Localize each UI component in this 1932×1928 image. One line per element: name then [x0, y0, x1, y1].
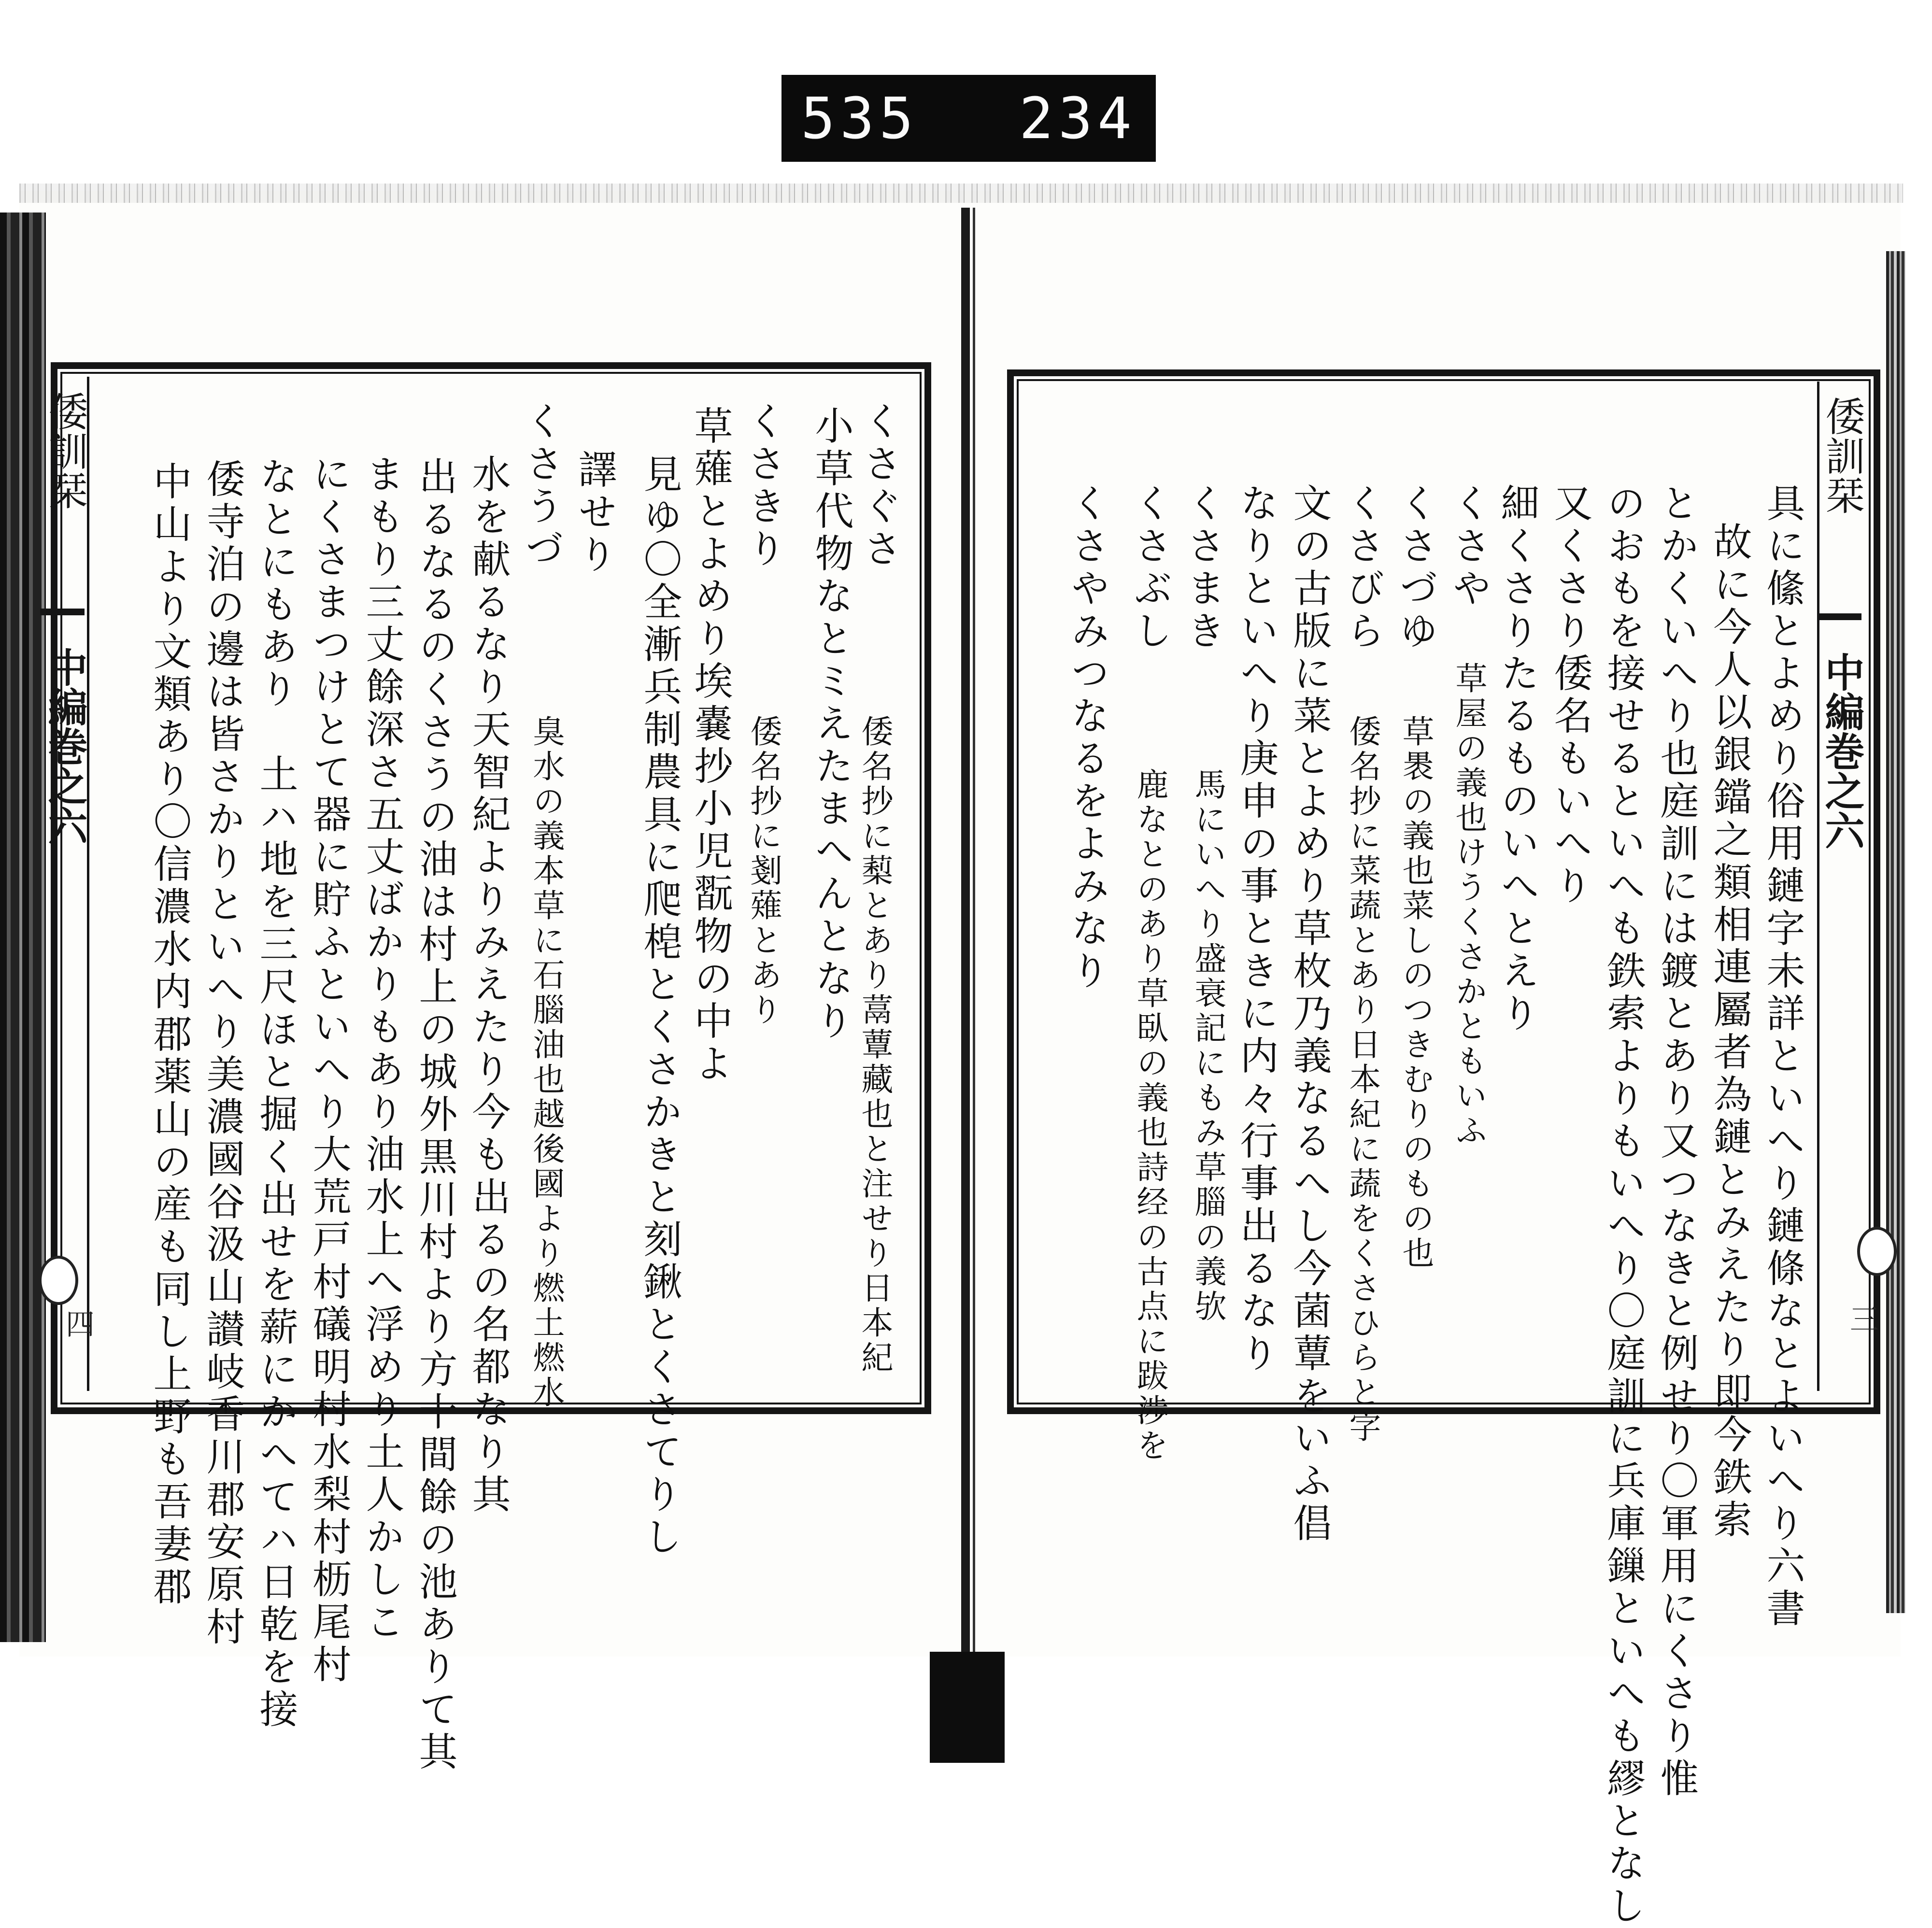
left-column-7: くさうづ: [519, 401, 564, 571]
right-folio: 三: [1845, 1304, 1879, 1333]
right-column-14: くさやみつなるをよみなり: [1065, 483, 1109, 993]
right-margin-band: [1817, 613, 1861, 620]
right-column-10: 文の古版に菜とよめり草枚乃義なるへし今菌蕈をいふ倡: [1287, 483, 1332, 1545]
left-column-2: 小草代物なとミえたまへんとなり: [809, 406, 853, 1043]
right-margin-volume: 中編巻之六: [1818, 652, 1865, 850]
book-spine-line: [973, 208, 975, 1657]
left-column-4: 草薙とよめり埃嚢抄小児翫物の中よ: [688, 406, 733, 1086]
left-margin-title: 倭訓栞: [42, 391, 88, 510]
call-number-right: 234: [1019, 85, 1136, 152]
left-column-11: にくさまつけとて器に貯ふといへり大荒戸村礒明村水梨村枥尾村: [306, 454, 351, 1687]
right-column-13: くさぶし: [1127, 483, 1172, 653]
right-column-8: くさづゆ: [1393, 483, 1438, 653]
right-column-4: のおもを接せるといへも鉄索よりもいへり〇庭訓に兵庫鏁といへも繆となし: [1601, 483, 1646, 1928]
left-column-12: なとにもあり 土ハ地を三尺ほと掘く出せを薪にかへてハ日乾を接: [253, 456, 298, 1731]
left-margin-volume: 中編巻之六: [42, 647, 88, 845]
left-column-5: 見ゆ〇全漸兵制農具に爬梍とくさかきと刻鍬とくさてりし: [637, 454, 682, 1559]
left-column-8: 水を献るなり天智紀よりみえたり今も出るの名都なり其: [466, 454, 511, 1517]
right-note-4: 馬にいへり盛衰記にもみ草䐉の義欤: [1189, 768, 1226, 1324]
right-column-3: とかくいへり也庭訓には鍍とあり又つなきと例せり〇軍用にくさり惟: [1654, 483, 1699, 1800]
right-column-2: 故に今人以銀鐺之類相連屬者為鏈とみえたり即今鉄索: [1707, 522, 1752, 1542]
right-column-12: くさまき: [1180, 483, 1225, 653]
left-margin-band: [40, 609, 85, 615]
left-binding-hole: [39, 1256, 78, 1305]
right-binding-hole: [1857, 1227, 1897, 1276]
left-column-13: 倭寺泊の邊は皆さかりといへり美濃國谷汲山讃岐香川郡安原村: [200, 459, 245, 1649]
left-column-9: 出るなるのくさうの油は村上の城外黒川村より方十間餘の池ありて其: [412, 456, 457, 1774]
book-spine: [961, 208, 970, 1657]
right-note-2: 草褁の義也菜しのつきむりのもの也: [1397, 715, 1434, 1271]
right-page-edges: [1886, 251, 1905, 1613]
left-folio: 四: [61, 1309, 95, 1338]
right-column-1: 具に絛とよめり俗用鏈字未詳といへり鏈條なとよいへり六書: [1760, 483, 1805, 1630]
call-number-label: [781, 75, 1156, 162]
right-note-5: 鹿なとのあり草臥の義也詩经の古点に跋渉を: [1131, 768, 1168, 1463]
right-page-margin: [1817, 382, 1864, 1391]
left-column-6: 譯せり: [572, 449, 617, 577]
left-note-2: 倭名抄に剗薙とあり: [745, 715, 782, 1028]
page-top-edge: [19, 184, 1903, 203]
left-note-1: 倭名抄に䔧とあり蒚蕈藏也と注せり日本紀: [856, 715, 893, 1375]
right-column-9: くさびら: [1340, 483, 1385, 653]
right-column-6: 細くさりたるものいへとえり: [1494, 483, 1539, 1035]
left-note-3: 臭水の義本草に石腦油也越後國より燃土燃水: [527, 715, 565, 1410]
left-column-1: くさぐさ: [857, 401, 902, 571]
left-page-margin: [43, 377, 89, 1391]
spine-tab: [930, 1652, 1005, 1763]
left-column-14: 中山より文類あり〇信濃水内郡薬山の産も同し上野も吾妻郡: [147, 461, 192, 1609]
right-column-5: 又くさり倭名もいへり: [1548, 483, 1592, 908]
right-note-1: 草屋の義也けうくさかともいふ: [1450, 662, 1487, 1148]
call-number-left: 535: [801, 85, 919, 152]
right-column-11: なりといへり庚申の事ときに内々行事出るなり: [1234, 483, 1279, 1375]
left-column-10: まもり三丈餘深さ五丈ばかりもあり油水上へ浮めり土人かしこ: [359, 454, 404, 1644]
right-margin-title: 倭訓栞: [1819, 396, 1865, 515]
right-note-3: 倭名抄に菜蔬とあり日本紀に蔬をくさひらと字: [1344, 715, 1381, 1445]
right-column-7: くさや: [1446, 483, 1491, 610]
left-column-3: くさきり: [741, 401, 786, 571]
left-page-edges: [0, 213, 46, 1642]
